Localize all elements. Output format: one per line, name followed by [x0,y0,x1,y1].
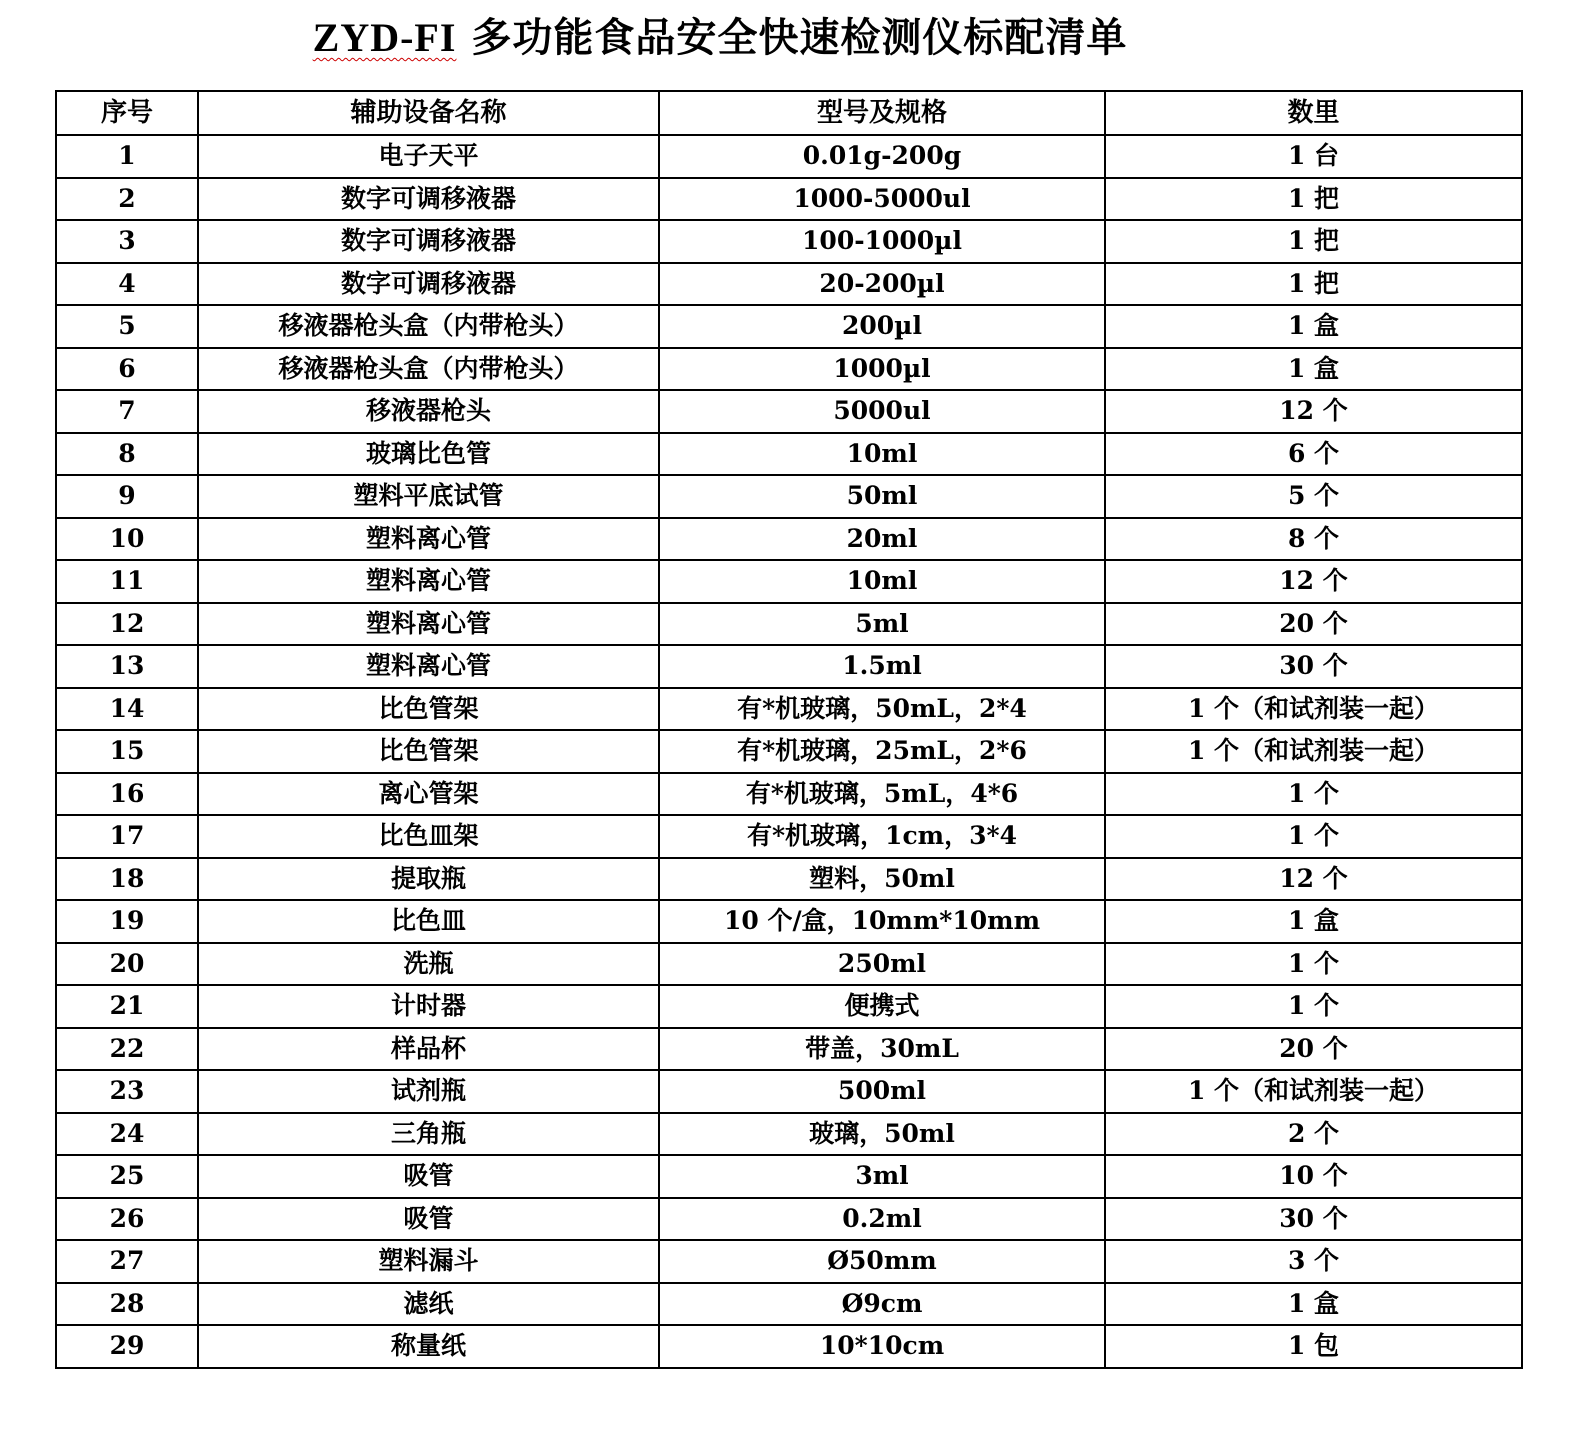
cell-spec: 20-200µl [659,263,1105,306]
cell-no: 25 [56,1155,198,1198]
cell-no: 1 [56,135,198,178]
cell-qty: 1 盒 [1105,1283,1522,1326]
header-spec: 型号及规格 [659,91,1105,135]
cell-qty: 12 个 [1105,390,1522,433]
table-row [56,858,1522,901]
cell-name: 三角瓶 [198,1113,659,1156]
cell-spec: 有*机玻璃，50mL，2*4 [659,688,1105,731]
cell-no: 5 [56,305,198,348]
cell-spec: 1000µl [659,348,1105,391]
cell-no: 3 [56,220,198,263]
table-row [56,560,1522,603]
cell-spec: 10*10cm [659,1325,1105,1368]
table-row [56,1113,1522,1156]
cell-spec: 20ml [659,518,1105,561]
cell-no: 26 [56,1198,198,1241]
cell-qty: 1 盒 [1105,348,1522,391]
cell-qty: 1 把 [1105,263,1522,306]
cell-name: 数字可调移液器 [198,220,659,263]
cell-qty: 1 盒 [1105,900,1522,943]
title-text: 多功能食品安全快速检测仪标配清单 [456,14,1128,61]
cell-name: 移液器枪头 [198,390,659,433]
table-row [56,773,1522,816]
table-row [56,433,1522,476]
equipment-table [55,90,1523,1369]
cell-qty: 1 个 [1105,985,1522,1028]
table-row [56,730,1522,773]
cell-spec: 有*机玻璃，25mL，2*6 [659,730,1105,773]
cell-name: 塑料漏斗 [198,1240,659,1283]
cell-name: 样品杯 [198,1028,659,1071]
cell-no: 7 [56,390,198,433]
cell-name: 比色皿 [198,900,659,943]
cell-spec: 1.5ml [659,645,1105,688]
cell-no: 17 [56,815,198,858]
table-header-row [56,91,1522,135]
cell-spec: 5ml [659,603,1105,646]
cell-spec: 10ml [659,433,1105,476]
cell-spec: 便携式 [659,985,1105,1028]
cell-name: 离心管架 [198,773,659,816]
table-row [56,815,1522,858]
cell-name: 提取瓶 [198,858,659,901]
cell-qty: 30 个 [1105,1198,1522,1241]
table-body [56,135,1522,1368]
cell-spec: 10ml [659,560,1105,603]
cell-name: 吸管 [198,1198,659,1241]
cell-spec: 有*机玻璃，5mL，4*6 [659,773,1105,816]
cell-spec: 带盖，30mL [659,1028,1105,1071]
cell-no: 22 [56,1028,198,1071]
cell-spec: 0.01g-200g [659,135,1105,178]
cell-spec: 10 个/盒，10mm*10mm [659,900,1105,943]
cell-spec: 0.2ml [659,1198,1105,1241]
table-row [56,1028,1522,1071]
table-row [56,178,1522,221]
cell-no: 27 [56,1240,198,1283]
cell-name: 吸管 [198,1155,659,1198]
cell-qty: 20 个 [1105,1028,1522,1071]
cell-spec: 1000-5000ul [659,178,1105,221]
cell-spec: 250ml [659,943,1105,986]
table-row [56,1240,1522,1283]
cell-qty: 6 个 [1105,433,1522,476]
cell-name: 比色管架 [198,688,659,731]
table-row [56,688,1522,731]
cell-name: 电子天平 [198,135,659,178]
cell-no: 15 [56,730,198,773]
cell-qty: 3 个 [1105,1240,1522,1283]
cell-qty: 8 个 [1105,518,1522,561]
cell-name: 数字可调移液器 [198,178,659,221]
cell-qty: 1 包 [1105,1325,1522,1368]
cell-name: 塑料离心管 [198,518,659,561]
cell-qty: 30 个 [1105,645,1522,688]
cell-no: 8 [56,433,198,476]
table-row [56,603,1522,646]
cell-qty: 1 把 [1105,178,1522,221]
cell-no: 18 [56,858,198,901]
cell-qty: 1 个 [1105,773,1522,816]
cell-qty: 20 个 [1105,603,1522,646]
cell-qty: 5 个 [1105,475,1522,518]
cell-no: 10 [56,518,198,561]
cell-name: 塑料离心管 [198,645,659,688]
cell-no: 29 [56,1325,198,1368]
table-row [56,943,1522,986]
cell-name: 称量纸 [198,1325,659,1368]
header-no: 序号 [56,91,198,135]
cell-qty: 1 把 [1105,220,1522,263]
cell-spec: Ø9cm [659,1283,1105,1326]
cell-name: 滤纸 [198,1283,659,1326]
header-qty: 数里 [1105,91,1522,135]
cell-spec: 100-1000µl [659,220,1105,263]
cell-spec: 3ml [659,1155,1105,1198]
table-row [56,220,1522,263]
cell-qty: 1 盒 [1105,305,1522,348]
cell-no: 2 [56,178,198,221]
cell-name: 试剂瓶 [198,1070,659,1113]
cell-name: 玻璃比色管 [198,433,659,476]
cell-qty: 12 个 [1105,560,1522,603]
cell-no: 4 [56,263,198,306]
cell-name: 移液器枪头盒（内带枪头） [198,305,659,348]
table-row [56,475,1522,518]
table-row [56,1198,1522,1241]
cell-no: 9 [56,475,198,518]
cell-no: 6 [56,348,198,391]
cell-qty: 1 个（和试剂装一起） [1105,688,1522,731]
cell-name: 数字可调移液器 [198,263,659,306]
cell-no: 24 [56,1113,198,1156]
cell-qty: 10 个 [1105,1155,1522,1198]
cell-no: 21 [56,985,198,1028]
cell-spec: 有*机玻璃，1cm，3*4 [659,815,1105,858]
cell-spec: Ø50mm [659,1240,1105,1283]
cell-no: 14 [56,688,198,731]
table-row [56,1325,1522,1368]
table-row [56,135,1522,178]
table-row [56,1155,1522,1198]
cell-spec: 50ml [659,475,1105,518]
cell-no: 23 [56,1070,198,1113]
cell-qty: 12 个 [1105,858,1522,901]
cell-name: 比色管架 [198,730,659,773]
cell-no: 13 [56,645,198,688]
cell-name: 计时器 [198,985,659,1028]
page-title [0,8,1440,68]
header-name: 辅助设备名称 [198,91,659,135]
cell-no: 16 [56,773,198,816]
table-row [56,390,1522,433]
cell-qty: 1 个（和试剂装一起） [1105,730,1522,773]
cell-spec: 塑料，50ml [659,858,1105,901]
cell-no: 28 [56,1283,198,1326]
table-row [56,518,1522,561]
cell-no: 19 [56,900,198,943]
cell-spec: 500ml [659,1070,1105,1113]
cell-no: 11 [56,560,198,603]
table-row [56,985,1522,1028]
table-row [56,645,1522,688]
cell-qty: 1 个 [1105,815,1522,858]
cell-name: 移液器枪头盒（内带枪头） [198,348,659,391]
cell-name: 塑料平底试管 [198,475,659,518]
cell-qty: 1 个（和试剂装一起） [1105,1070,1522,1113]
title-model: ZYD-FI [312,15,457,60]
cell-qty: 1 个 [1105,943,1522,986]
cell-no: 12 [56,603,198,646]
cell-spec: 5000ul [659,390,1105,433]
table-row [56,348,1522,391]
cell-qty: 2 个 [1105,1113,1522,1156]
table-row [56,1283,1522,1326]
table-row [56,900,1522,943]
table-row [56,263,1522,306]
cell-name: 洗瓶 [198,943,659,986]
cell-name: 塑料离心管 [198,560,659,603]
cell-spec: 玻璃，50ml [659,1113,1105,1156]
table-row [56,305,1522,348]
cell-no: 20 [56,943,198,986]
cell-qty: 1 台 [1105,135,1522,178]
cell-name: 塑料离心管 [198,603,659,646]
table-row [56,1070,1522,1113]
cell-spec: 200µl [659,305,1105,348]
cell-name: 比色皿架 [198,815,659,858]
